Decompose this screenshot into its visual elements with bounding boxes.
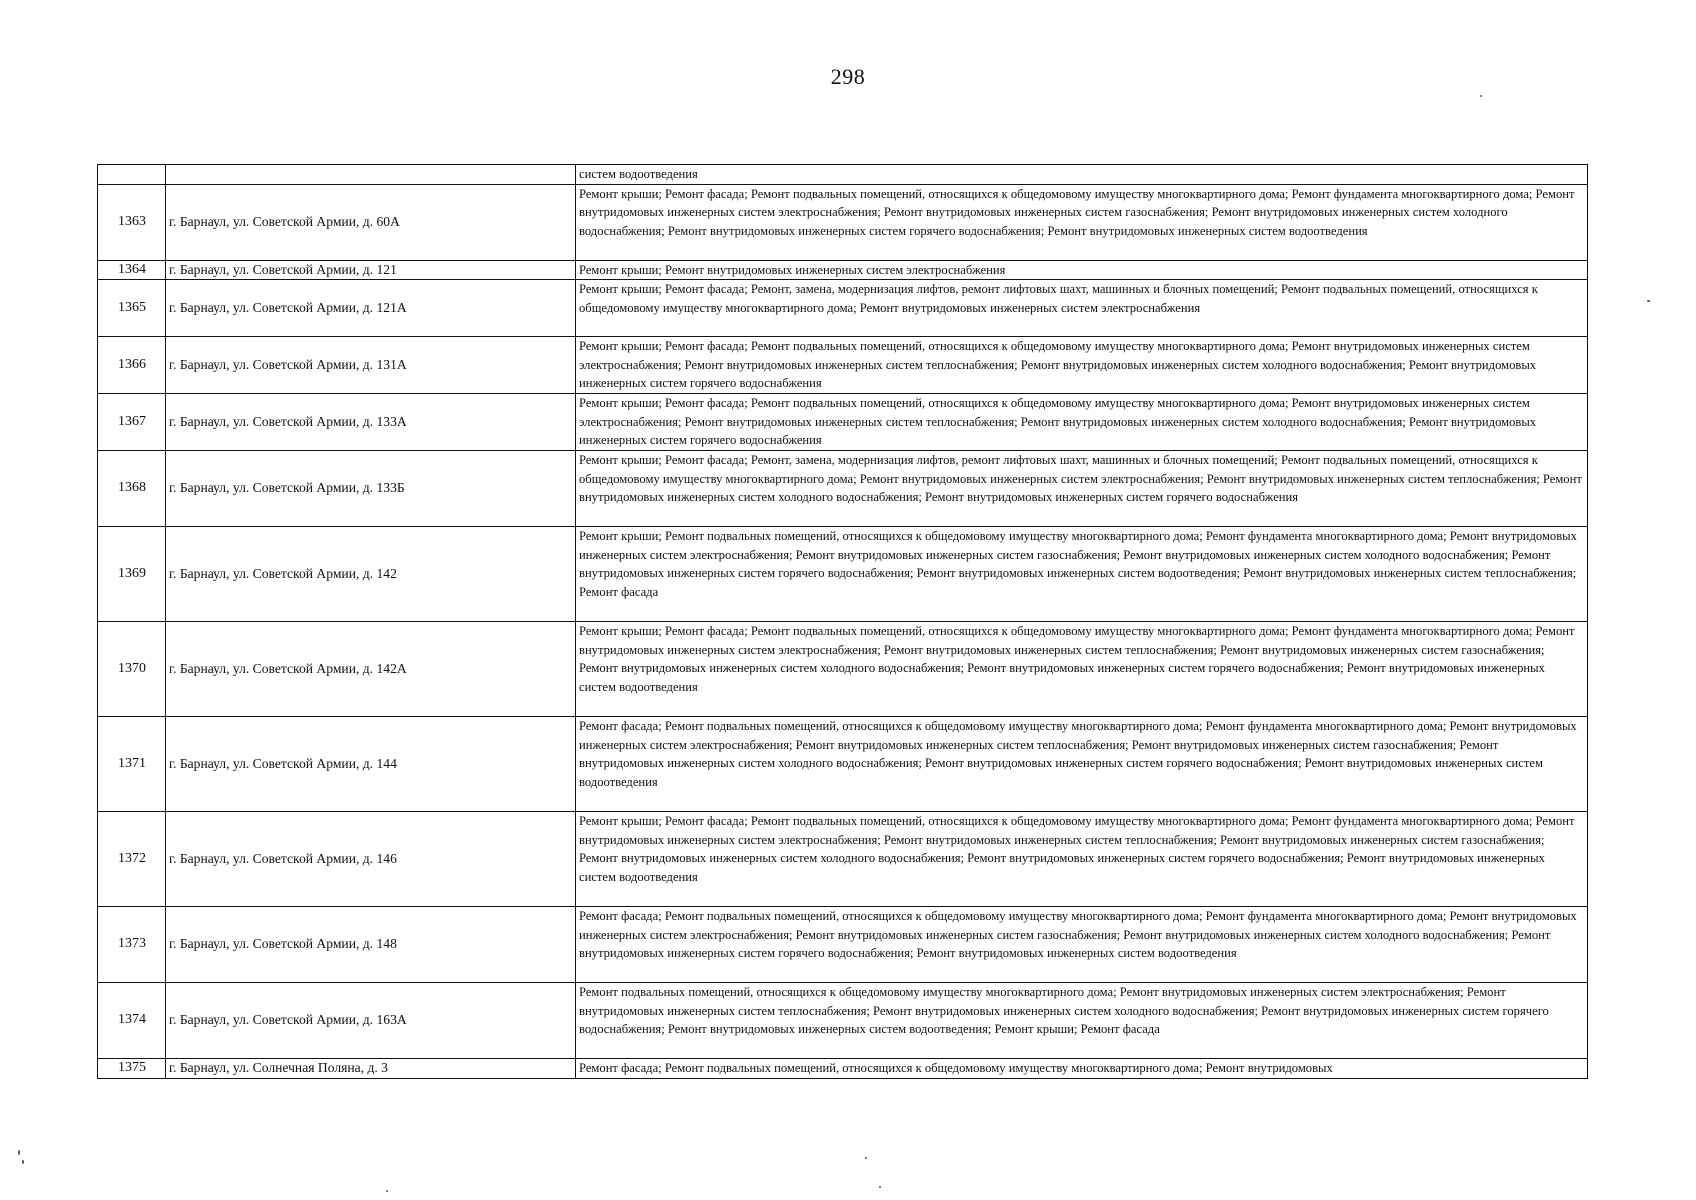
address-cell: г. Барнаул, ул. Советской Армии, д. 144	[166, 717, 576, 812]
row-number-cell: 1363	[98, 184, 166, 260]
address-cell	[166, 165, 576, 185]
address-cell: г. Барнаул, ул. Солнечная Поляна, д. 3	[166, 1059, 576, 1079]
works-cell: Ремонт крыши; Ремонт фасада; Ремонт подвальных помещений, относящихся к общедомовому имуществу многоквартирного дома; Ремонт внутридомовых инженерных систем электроснабжения; Ремонт внутридомовых инженерных систем теплоснабжения; Ремонт внутридомовых инженерных систем холодного водоснабжения; Ремонт внутридомовых инженерных систем горячего водоснабжения	[576, 337, 1588, 394]
address-cell: г. Барнаул, ул. Советской Армии, д. 142	[166, 527, 576, 622]
scan-speck	[1647, 300, 1650, 302]
table-row	[98, 983, 1588, 1059]
address-cell: г. Барнаул, ул. Советской Армии, д. 146	[166, 812, 576, 907]
address-cell: г. Барнаул, ул. Советской Армии, д. 131А	[166, 337, 576, 394]
row-number-cell: 1372	[98, 812, 166, 907]
works-cell: Ремонт фасада; Ремонт подвальных помещений, относящихся к общедомовому имуществу многоквартирного дома; Ремонт фундамента многоквартирного дома; Ремонт внутридомовых инженерных систем электроснабжения; Ремонт внутридомовых инженерных систем теплоснабжения; Ремонт внутридомовых инженерных систем газоснабжения; Ремонт внутридомовых инженерных систем холодного водоснабжения; Ремонт внутридомовых инженерных систем горячего водоснабжения; Ремонт внутридомовых инженерных систем водоотведения	[576, 717, 1588, 812]
row-number-cell: 1364	[98, 260, 166, 280]
works-cell: Ремонт крыши; Ремонт внутридомовых инженерных систем электроснабжения	[576, 260, 1588, 280]
works-cell: Ремонт фасада; Ремонт подвальных помещений, относящихся к общедомовому имуществу многоквартирного дома; Ремонт внутридомовых	[576, 1059, 1588, 1079]
table-row	[98, 717, 1588, 812]
row-number-cell: 1365	[98, 280, 166, 337]
table-row	[98, 451, 1588, 527]
works-cell: Ремонт крыши; Ремонт фасада; Ремонт подвальных помещений, относящихся к общедомовому имуществу многоквартирного дома; Ремонт фундамента многоквартирного дома; Ремонт внутридомовых инженерных систем электроснабжения; Ремонт внутридомовых инженерных систем газоснабжения; Ремонт внутридомовых инженерных систем холодного водоснабжения; Ремонт внутридомовых инженерных систем горячего водоснабжения; Ремонт внутридомовых инженерных систем водоотведения	[576, 184, 1588, 260]
address-cell: г. Барнаул, ул. Советской Армии, д. 133А	[166, 394, 576, 451]
table-row	[98, 527, 1588, 622]
scan-speck	[879, 1186, 881, 1188]
address-cell: г. Барнаул, ул. Советской Армии, д. 121	[166, 260, 576, 280]
row-number-cell: 1366	[98, 337, 166, 394]
row-number-cell: 1367	[98, 394, 166, 451]
row-number-cell: 1375	[98, 1059, 166, 1079]
row-number-cell: 1369	[98, 527, 166, 622]
works-cell: Ремонт фасада; Ремонт подвальных помещений, относящихся к общедомовому имуществу многоквартирного дома; Ремонт фундамента многоквартирного дома; Ремонт внутридомовых инженерных систем электроснабжения; Ремонт внутридомовых инженерных систем газоснабжения; Ремонт внутридомовых инженерных систем холодного водоснабжения; Ремонт внутридомовых инженерных систем горячего водоснабжения; Ремонт внутридомовых инженерных систем водоотведения	[576, 907, 1588, 983]
row-number-cell: 1371	[98, 717, 166, 812]
address-cell: г. Барнаул, ул. Советской Армии, д. 163А	[166, 983, 576, 1059]
scan-speck	[865, 1157, 867, 1159]
address-cell: г. Барнаул, ул. Советской Армии, д. 60А	[166, 184, 576, 260]
table-row	[98, 1059, 1588, 1079]
table-row	[98, 622, 1588, 717]
address-cell: г. Барнаул, ул. Советской Армии, д. 133Б	[166, 451, 576, 527]
scan-speck	[386, 1190, 388, 1192]
table-row	[98, 812, 1588, 907]
row-number-cell: 1374	[98, 983, 166, 1059]
table-row	[98, 165, 1588, 185]
table-row	[98, 280, 1588, 337]
works-cell: Ремонт крыши; Ремонт фасада; Ремонт подвальных помещений, относящихся к общедомовому имуществу многоквартирного дома; Ремонт фундамента многоквартирного дома; Ремонт внутридомовых инженерных систем электроснабжения; Ремонт внутридомовых инженерных систем теплоснабжения; Ремонт внутридомовых инженерных систем газоснабжения; Ремонт внутридомовых инженерных систем холодного водоснабжения; Ремонт внутридомовых инженерных систем горячего водоснабжения; Ремонт внутридомовых инженерных систем водоотведения	[576, 622, 1588, 717]
row-number-cell	[98, 165, 166, 185]
row-number-cell: 1368	[98, 451, 166, 527]
works-cell: Ремонт крыши; Ремонт фасада; Ремонт подвальных помещений, относящихся к общедомовому имуществу многоквартирного дома; Ремонт фундамента многоквартирного дома; Ремонт внутридомовых инженерных систем электроснабжения; Ремонт внутридомовых инженерных систем теплоснабжения; Ремонт внутридомовых инженерных систем газоснабжения; Ремонт внутридомовых инженерных систем холодного водоснабжения; Ремонт внутридомовых инженерных систем горячего водоснабжения; Ремонт внутридомовых инженерных систем водоотведения	[576, 812, 1588, 907]
table-body	[98, 165, 1588, 1079]
works-cell: Ремонт крыши; Ремонт фасада; Ремонт подвальных помещений, относящихся к общедомовому имуществу многоквартирного дома; Ремонт внутридомовых инженерных систем электроснабжения; Ремонт внутридомовых инженерных систем теплоснабжения; Ремонт внутридомовых инженерных систем холодного водоснабжения; Ремонт внутридомовых инженерных систем горячего водоснабжения	[576, 394, 1588, 451]
works-cell: Ремонт подвальных помещений, относящихся к общедомовому имуществу многоквартирного дома; Ремонт внутридомовых инженерных систем электроснабжения; Ремонт внутридомовых инженерных систем теплоснабжения; Ремонт внутридомовых инженерных систем холодного водоснабжения; Ремонт внутридомовых инженерных систем горячего водоснабжения; Ремонт внутридомовых инженерных систем водоотведения; Ремонт крыши; Ремонт фасада	[576, 983, 1588, 1059]
table-row	[98, 260, 1588, 280]
works-cell: Ремонт крыши; Ремонт фасада; Ремонт, замена, модернизация лифтов, ремонт лифтовых шахт, машинных и блочных помещений; Ремонт подвальных помещений, относящихся к общедомовому имуществу многоквартирного дома; Ремонт внутридомовых инженерных систем электроснабжения; Ремонт внутридомовых инженерных систем теплоснабжения; Ремонт внутридомовых инженерных систем холодного водоснабжения; Ремонт внутридомовых инженерных систем горячего водоснабжения	[576, 451, 1588, 527]
row-number-cell: 1373	[98, 907, 166, 983]
address-cell: г. Барнаул, ул. Советской Армии, д. 142А	[166, 622, 576, 717]
scan-speck	[1480, 95, 1482, 97]
page-number: 298	[830, 64, 866, 89]
works-cell: Ремонт крыши; Ремонт подвальных помещений, относящихся к общедомовому имуществу многоквартирного дома; Ремонт фундамента многоквартирного дома; Ремонт внутридомовых инженерных систем электроснабжения; Ремонт внутридомовых инженерных систем газоснабжения; Ремонт внутридомовых инженерных систем холодного водоснабжения; Ремонт внутридомовых инженерных систем горячего водоснабжения; Ремонт внутридомовых инженерных систем водоотведения; Ремонт внутридомовых инженерных систем теплоснабжения; Ремонт фасада	[576, 527, 1588, 622]
table-row	[98, 907, 1588, 983]
works-cell: систем водоотведения	[576, 165, 1588, 185]
table-row	[98, 184, 1588, 260]
scan-speck	[22, 1160, 24, 1164]
scan-speck	[18, 1150, 20, 1155]
address-cell: г. Барнаул, ул. Советской Армии, д. 148	[166, 907, 576, 983]
address-cell: г. Барнаул, ул. Советской Армии, д. 121А	[166, 280, 576, 337]
row-number-cell: 1370	[98, 622, 166, 717]
works-cell: Ремонт крыши; Ремонт фасада; Ремонт, замена, модернизация лифтов, ремонт лифтовых шахт, машинных и блочных помещений; Ремонт подвальных помещений, относящихся к общедомовому имуществу многоквартирного дома; Ремонт внутридомовых инженерных систем электроснабжения	[576, 280, 1588, 337]
table-row	[98, 394, 1588, 451]
table-row	[98, 337, 1588, 394]
repair-works-table	[97, 164, 1588, 1079]
